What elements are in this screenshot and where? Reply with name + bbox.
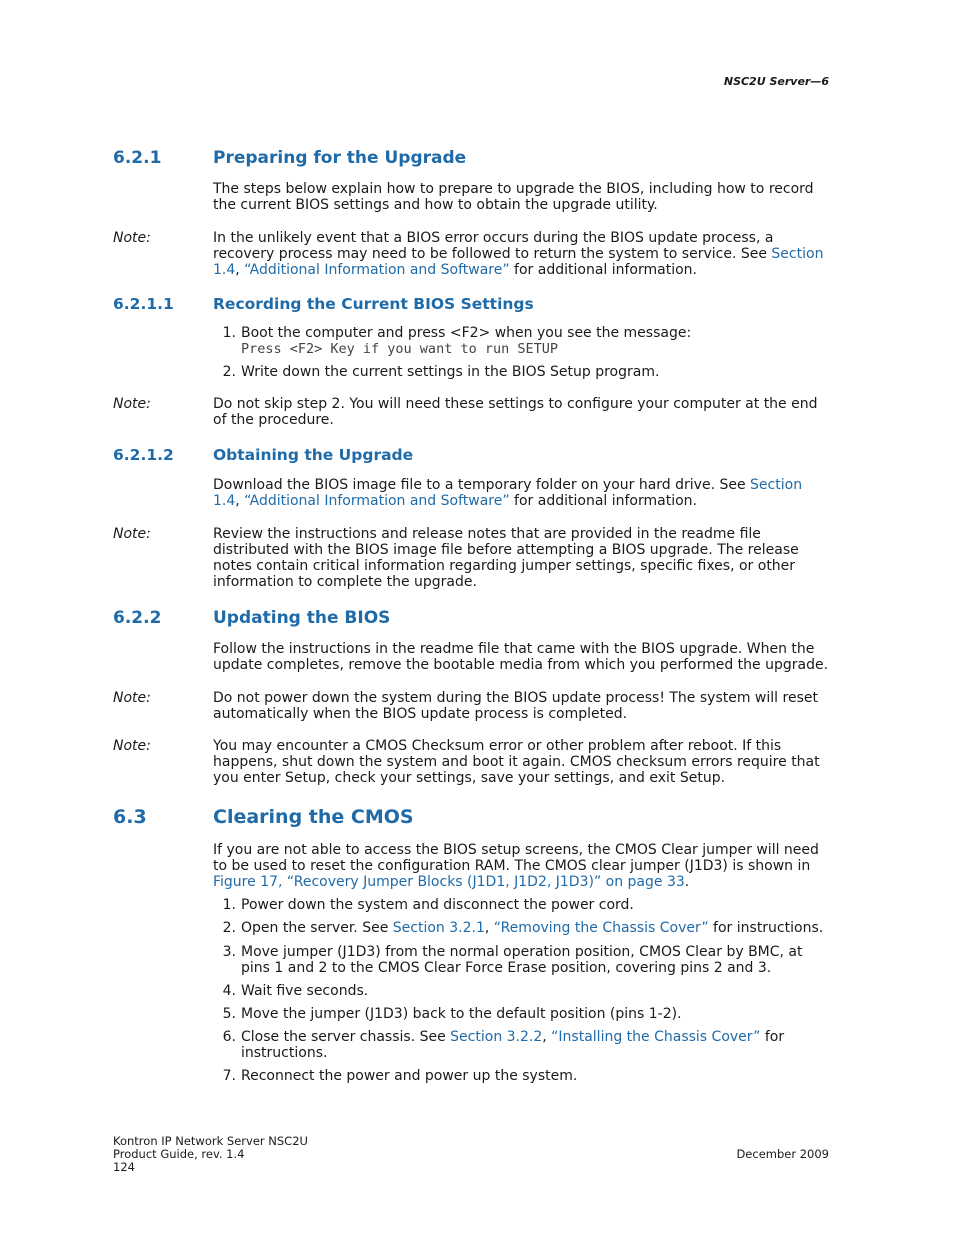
list-text: Reconnect the power and power up the system. — [241, 1068, 578, 1084]
list-text: Boot the computer and press <F2> when you see the message: — [241, 325, 692, 341]
list-number: 2. — [222, 364, 236, 380]
note-text: You may encounter a CMOS Checksum error or other problem after reboot. If this happens, shut down the system and boot it again. CMOS checksum errors require that you enter Setup, check your settings, save your settings, and exit Setup. — [213, 738, 820, 786]
running-header: NSC2U Server—6 — [723, 75, 829, 88]
paragraph: The steps below explain how to prepare to upgrade the BIOS, including how to record the current BIOS settings and how to obtain the upgrade utility. — [213, 181, 814, 213]
paragraph-text: Download the BIOS image file to a temporary folder on your hard drive. See — [213, 477, 751, 493]
list-text — [241, 1029, 833, 1061]
list-number: 7. — [222, 1068, 236, 1084]
section-title: Obtaining the Upgrade — [213, 446, 414, 464]
list-number: 2. — [222, 920, 236, 936]
link-section-3-2-1[interactable]: Section 3.2.1 — [392, 920, 485, 936]
footer-guide: Product Guide, rev. 1.4 — [113, 1147, 245, 1161]
list-number: 3. — [222, 944, 236, 960]
link-installing-chassis-cover[interactable]: “Installing the Chassis Cover” — [551, 1029, 761, 1045]
paragraph — [213, 477, 833, 509]
page-number: 124 — [113, 1160, 135, 1174]
section-number: 6.2.2 — [113, 608, 162, 628]
list-text: Wait five seconds. — [241, 983, 369, 999]
section-title: Preparing for the Upgrade — [213, 148, 467, 168]
list-number: 1. — [222, 897, 236, 913]
paragraph: Follow the instructions in the readme file that came with the BIOS upgrade. When the update completes, remove the bootable media from which you performed the upgrade. — [213, 641, 829, 673]
paragraph-end: . — [684, 874, 690, 890]
list-number: 4. — [222, 983, 236, 999]
code-message: Press <F2> Key if you want to run SETUP — [241, 341, 558, 357]
section-title: Updating the BIOS — [213, 608, 391, 628]
list-text-tail: for instructions. — [708, 920, 824, 936]
note-label: Note: — [113, 526, 151, 542]
footer-date: December 2009 — [736, 1147, 829, 1161]
paragraph-text: If you are not able to access the BIOS setup screens, the CMOS Clear jumper will need to be used to reset the configuration RAM. The CMOS clear jumper (J1D3) is shown in — [213, 842, 819, 874]
note-text: Do not skip step 2. You will need these settings to configure your computer at the end of the procedure. — [213, 396, 818, 428]
note-label: Note: — [113, 230, 151, 246]
separator: , — [484, 920, 494, 936]
section-number: 6.2.1 — [113, 148, 162, 168]
link-additional-info[interactable]: “Additional Information and Software” — [244, 262, 510, 278]
paragraph — [213, 842, 833, 890]
paragraph-tail: for additional information. — [509, 493, 697, 509]
link-removing-chassis-cover[interactable]: “Removing the Chassis Cover” — [493, 920, 709, 936]
note-text — [213, 230, 833, 278]
list-number: 5. — [222, 1006, 236, 1022]
link-figure-17[interactable]: Figure 17, “Recovery Jumper Blocks (J1D1, J1D2, J1D3)” on page 33 — [213, 874, 685, 890]
section-number: 6.2.1.2 — [113, 446, 174, 464]
list-text — [241, 920, 833, 936]
note-tail: for additional information. — [509, 262, 697, 278]
section-number: 6.2.1.1 — [113, 295, 174, 313]
link-section-1-4[interactable]: Section 1.4 — [213, 246, 824, 278]
separator: , — [235, 262, 245, 278]
list-text: Move jumper (J1D3) from the normal operation position, CMOS Clear by BMC, at pins 1 and 2 to the CMOS Clear Force Erase position, covering pins 2 and 3. — [241, 944, 803, 976]
list-text: Power down the system and disconnect the power cord. — [241, 897, 634, 913]
list-number: 6. — [222, 1029, 236, 1045]
list-text: Move the jumper (J1D3) back to the default position (pins 1-2). — [241, 1006, 682, 1022]
section-number: 6.3 — [113, 806, 147, 828]
link-additional-info[interactable]: “Additional Information and Software” — [244, 493, 510, 509]
link-section-1-4[interactable]: Section 1.4 — [213, 477, 803, 509]
list-text-body: Open the server. See — [241, 920, 393, 936]
note-label: Note: — [113, 690, 151, 706]
note-text: Review the instructions and release notes that are provided in the readme file distributed with the BIOS image file before attempting a BIOS upgrade. The release notes contain critical information regarding jumper settings, specific fixes, or other information to complete the upgrade. — [213, 526, 799, 590]
note-label: Note: — [113, 738, 151, 754]
note-label: Note: — [113, 396, 151, 412]
separator: , — [542, 1029, 552, 1045]
section-title: Recording the Current BIOS Settings — [213, 295, 534, 313]
footer-product: Kontron IP Network Server NSC2U — [113, 1134, 308, 1148]
note-body: In the unlikely event that a BIOS error occurs during the BIOS update process, a recovery process may need to be followed to return the system to service. See — [213, 230, 774, 262]
note-text: Do not power down the system during the BIOS update process! The system will reset automatically when the BIOS update process is completed. — [213, 690, 818, 722]
separator: , — [235, 493, 245, 509]
list-text-tail: for instructions. — [241, 1029, 785, 1061]
list-text: Write down the current settings in the BIOS Setup program. — [241, 364, 660, 380]
section-title: Clearing the CMOS — [213, 806, 414, 828]
list-number: 1. — [222, 325, 236, 341]
footer-left — [113, 1135, 308, 1174]
link-section-3-2-2[interactable]: Section 3.2.2 — [450, 1029, 543, 1045]
list-text-body: Close the server chassis. See — [241, 1029, 451, 1045]
